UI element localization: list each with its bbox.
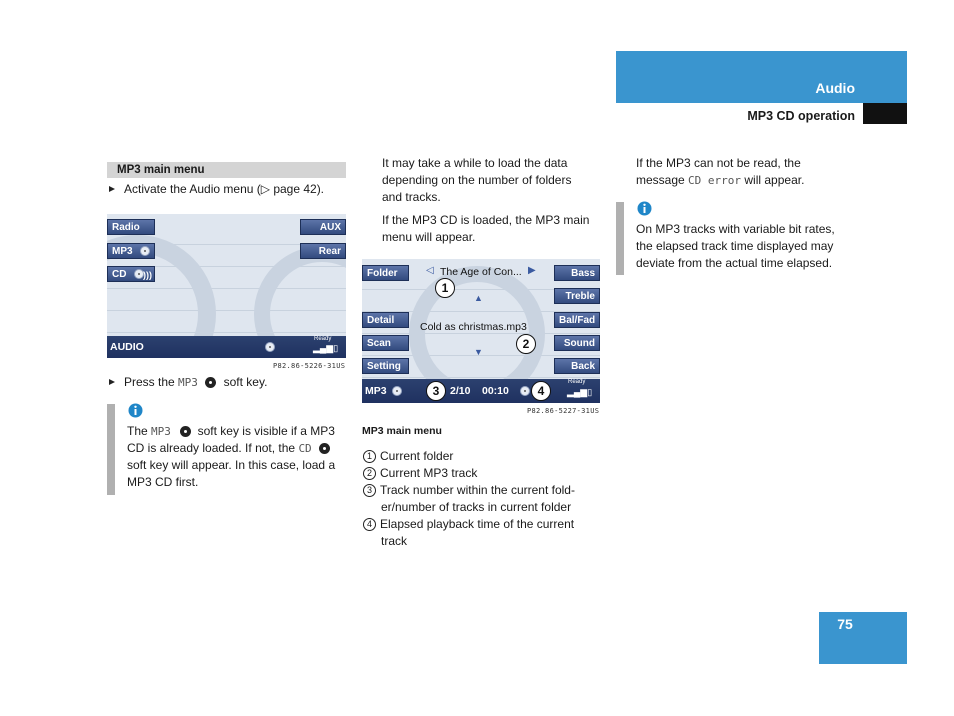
folder-prev-icon[interactable]: ◁ — [426, 265, 434, 276]
legend-text-cont: track — [381, 534, 408, 548]
para-line: depending on the number of folders — [382, 173, 572, 187]
callout-2: 2 — [516, 334, 536, 354]
folder-softkey[interactable]: Folder — [362, 265, 409, 281]
rear-softkey[interactable]: Rear — [300, 243, 346, 259]
bal-fad-softkey[interactable]: Bal/Fad — [554, 312, 600, 328]
disc-icon — [319, 443, 330, 454]
signal-strength-icon: ▂▄▆▯ — [313, 343, 339, 353]
status-disc-icon — [392, 386, 402, 396]
detail-softkey[interactable]: Detail — [362, 312, 409, 328]
legend-item-3 — [363, 482, 603, 499]
para-text: will appear. — [744, 173, 805, 187]
info-icon — [128, 403, 143, 418]
elapsed-time: 00:10 — [482, 385, 509, 397]
para-line: and tracks. — [382, 190, 441, 204]
folder-next-icon[interactable]: ▶ — [528, 265, 536, 276]
page-reference-link[interactable]: ▷ page 42). — [260, 182, 325, 196]
section-heading — [107, 162, 346, 178]
legend-number: 4 — [363, 518, 376, 531]
note-variable-bitrate — [636, 221, 866, 272]
figure-caption: MP3 main menu — [362, 425, 442, 437]
status-label: MP3 — [365, 385, 387, 397]
subtitle-marker — [863, 103, 907, 124]
status-bar — [107, 336, 346, 358]
step-activate-audio — [109, 181, 349, 198]
figure-code: P82.86-5226-31US — [273, 362, 346, 370]
audio-menu-screenshot — [107, 214, 346, 358]
current-track: Cold as christmas.mp3 — [420, 321, 527, 333]
aux-softkey[interactable]: AUX — [300, 219, 346, 235]
legend-number: 2 — [363, 467, 376, 480]
legend-item-4 — [363, 516, 603, 533]
bullet-arrow-icon — [109, 379, 115, 385]
signal-strength-icon: ▂▄▆▯ — [567, 387, 593, 397]
chapter-title: Audio — [815, 80, 855, 96]
step-press-mp3 — [109, 374, 349, 391]
para-text: message — [636, 173, 685, 187]
playback-disc-icon — [520, 386, 530, 396]
cd-softkey-label: CD — [112, 269, 127, 280]
section-heading-text: MP3 main menu — [117, 164, 205, 176]
track-up-icon[interactable]: ▲ — [474, 293, 483, 303]
note-text: The — [127, 424, 148, 438]
callout-legend — [363, 448, 603, 550]
legend-text: Current MP3 track — [380, 466, 478, 480]
legend-text: Current folder — [380, 449, 454, 463]
para-line: If the MP3 can not be read, the — [636, 156, 801, 170]
legend-text-cont: er/number of tracks in current folder — [381, 500, 572, 514]
scan-softkey[interactable]: Scan — [362, 335, 409, 351]
section-subtitle: MP3 CD operation — [747, 109, 855, 123]
cd-error-code: CD error — [688, 174, 742, 187]
note-line-3: soft key will appear. In this case, load a — [127, 458, 336, 472]
sound-softkey[interactable]: Sound — [554, 335, 600, 351]
cd-softkey[interactable] — [107, 266, 155, 282]
radio-softkey[interactable]: Radio — [107, 219, 155, 235]
step-text: Activate the Audio menu ( — [124, 182, 261, 196]
step-text-end: soft key. — [223, 375, 268, 389]
status-bar — [362, 379, 600, 403]
disc-icon — [205, 377, 216, 388]
legend-text: Track number within the current fold- — [380, 483, 575, 497]
legend-number: 3 — [363, 484, 376, 497]
note-line-4: MP3 CD first. — [127, 475, 199, 489]
current-folder: The Age of Con... — [440, 266, 522, 278]
note-text: soft key is visible if a MP3 — [197, 424, 335, 438]
setting-softkey[interactable]: Setting — [362, 358, 409, 374]
bass-softkey[interactable]: Bass — [554, 265, 600, 281]
para-line — [636, 172, 866, 189]
paragraph-cd-error — [636, 155, 866, 189]
ready-indicator: Ready — [314, 336, 332, 342]
callout-3: 3 — [426, 381, 446, 401]
track-number: 2/10 — [450, 385, 471, 397]
note-bar — [616, 202, 624, 275]
status-disc-icon — [265, 342, 275, 352]
callout-1: 1 — [435, 278, 455, 298]
mp3-softkey-label: MP3 — [112, 246, 133, 257]
note-bar — [107, 404, 115, 495]
para-line: It may take a while to load the data — [382, 156, 568, 170]
legend-item-1 — [363, 448, 603, 465]
softkey-code: MP3 — [178, 376, 198, 389]
step-text: Press the — [124, 375, 175, 389]
bullet-arrow-icon — [109, 186, 115, 192]
note-mp3-softkey — [127, 423, 352, 491]
legend-number: 1 — [363, 450, 376, 463]
back-softkey[interactable]: Back — [554, 358, 600, 374]
mp3-softkey[interactable] — [107, 243, 155, 259]
disc-icon — [180, 426, 191, 437]
legend-text: Elapsed playback time of the current — [380, 517, 575, 531]
para-line: If the MP3 CD is loaded, the MP3 main — [382, 213, 590, 227]
paragraph-loading — [382, 155, 607, 206]
paragraph-loaded — [382, 212, 607, 246]
note-line: On MP3 tracks with variable bit rates, — [636, 222, 835, 236]
track-down-icon[interactable]: ▼ — [474, 347, 483, 357]
sound-waves-icon: ))) — [143, 270, 152, 280]
page-number: 75 — [837, 616, 853, 632]
legend-item-2 — [363, 465, 603, 482]
status-label: AUDIO — [110, 341, 144, 353]
treble-softkey[interactable]: Treble — [554, 288, 600, 304]
note-text: CD is already loaded. If not, the — [127, 441, 296, 455]
note-line: the elapsed track time displayed may — [636, 239, 834, 253]
note-line: deviate from the actual time elapsed. — [636, 256, 833, 270]
mp3-code: MP3 — [151, 425, 171, 438]
cd-code: CD — [298, 442, 312, 455]
para-line: menu will appear. — [382, 230, 476, 244]
info-icon — [637, 201, 652, 216]
mp3-menu-screenshot — [362, 259, 600, 403]
ready-indicator: Ready — [568, 379, 586, 385]
callout-4: 4 — [531, 381, 551, 401]
mp3-disc-icon — [140, 246, 150, 256]
note-line-2 — [127, 440, 352, 457]
note-line-1 — [127, 423, 352, 440]
figure-code: P82.86-5227-31US — [527, 407, 600, 415]
